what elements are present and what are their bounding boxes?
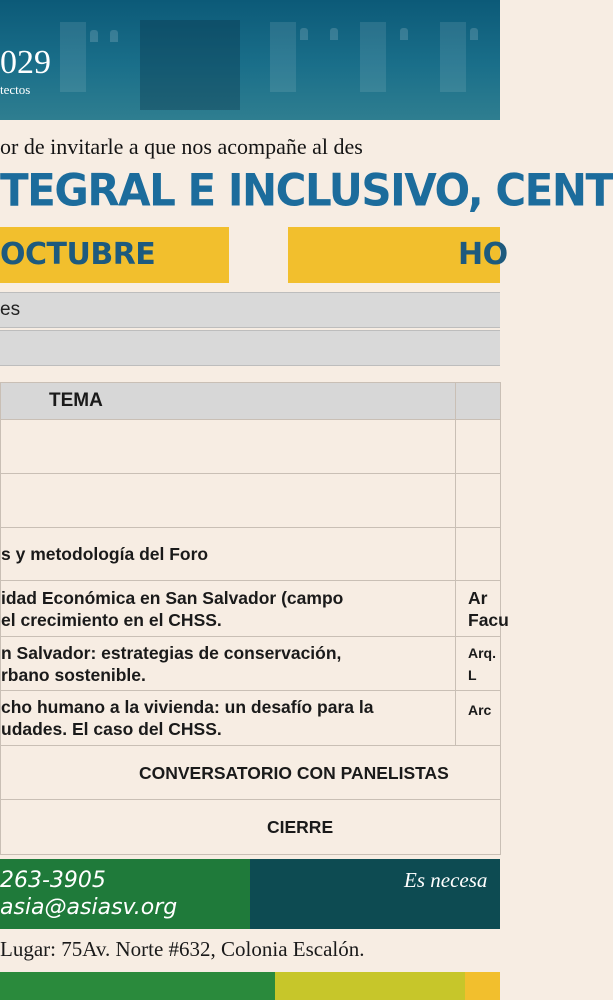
- contact-email[interactable]: asia@asiasv.org: [0, 895, 178, 920]
- window-shape: [330, 28, 338, 40]
- contact-phone[interactable]: 263-3905: [0, 868, 106, 893]
- agenda-row: [1, 528, 501, 581]
- footer-stripe-yellow: [465, 972, 500, 1000]
- agenda-row: [1, 581, 501, 637]
- building-column: [60, 22, 86, 92]
- agenda-topic: [1, 528, 456, 581]
- window-shape: [470, 28, 478, 40]
- panel-session-label: CONVERSATORIO CON PANELISTAS: [1, 746, 501, 800]
- agenda-header-row: [1, 383, 501, 420]
- building-column: [360, 22, 386, 92]
- agenda-row-panel: [1, 746, 501, 800]
- event-title: TEGRAL E INCLUSIVO, CENT: [0, 164, 613, 217]
- speaker-line: Arq.: [468, 644, 496, 661]
- agenda-row-closing: [1, 800, 501, 855]
- agenda-row: [1, 420, 501, 474]
- speaker-line: L: [468, 666, 477, 683]
- agenda-topic: [1, 691, 456, 746]
- topic-line: cho humano a la vivienda: un desafío para la: [1, 697, 374, 717]
- column-header-tema: TEMA: [1, 383, 456, 420]
- topic-line: rbano sostenible.: [1, 664, 146, 685]
- topic-line: n Salvador: estrategias de conservación,: [1, 642, 342, 663]
- agenda-speaker: [456, 691, 501, 746]
- invitation-text: or de invitarle a que nos acompañe al des: [0, 134, 363, 159]
- topic-line: udades. El caso del CHSS.: [1, 719, 222, 739]
- date-band: OCTUBRE: [0, 227, 229, 283]
- registration-note: Es necesa: [404, 868, 488, 892]
- footer-stripe-green: [0, 972, 275, 1000]
- agenda-topic: [1, 420, 456, 474]
- topic-line: el crecimiento en el CHSS.: [1, 609, 222, 630]
- window-shape: [110, 30, 118, 42]
- event-location: Lugar: 75Av. Norte #632, Colonia Escalón.: [0, 937, 365, 961]
- agenda-row: [1, 691, 501, 746]
- agenda-speaker: [456, 420, 501, 474]
- building-column: [440, 22, 466, 92]
- agenda-speaker: [456, 528, 501, 581]
- topic-line: s y metodología del Foro: [1, 544, 209, 564]
- agenda-topic: [1, 474, 456, 528]
- header-banner: [0, 0, 500, 120]
- speaker-line: Arc: [468, 702, 492, 718]
- banner-photo-shadow: [140, 20, 240, 110]
- time-band: HO: [288, 227, 500, 283]
- window-shape: [90, 30, 98, 42]
- info-row: es: [0, 292, 500, 328]
- agenda-speaker: [456, 474, 501, 528]
- event-year: 029: [0, 44, 51, 81]
- speaker-line: Facu: [468, 609, 509, 630]
- agenda-topic: [1, 637, 456, 691]
- column-header-speaker: [456, 383, 501, 420]
- agenda-table: [0, 382, 509, 855]
- building-column: [270, 22, 296, 92]
- window-shape: [300, 28, 308, 40]
- agenda-speaker: [456, 581, 509, 637]
- closing-label: CIERRE: [1, 800, 501, 855]
- footer-stripe-lime: [275, 972, 465, 1000]
- agenda-speaker: [456, 637, 501, 691]
- agenda-topic: [1, 581, 456, 637]
- agenda-row: [1, 637, 501, 691]
- topic-line: idad Económica en San Salvador (campo: [1, 587, 344, 608]
- info-row: [0, 330, 500, 366]
- organizer-subtitle: tectos: [0, 82, 31, 97]
- window-shape: [400, 28, 408, 40]
- agenda-row: [1, 474, 501, 528]
- speaker-line: Ar: [468, 587, 488, 608]
